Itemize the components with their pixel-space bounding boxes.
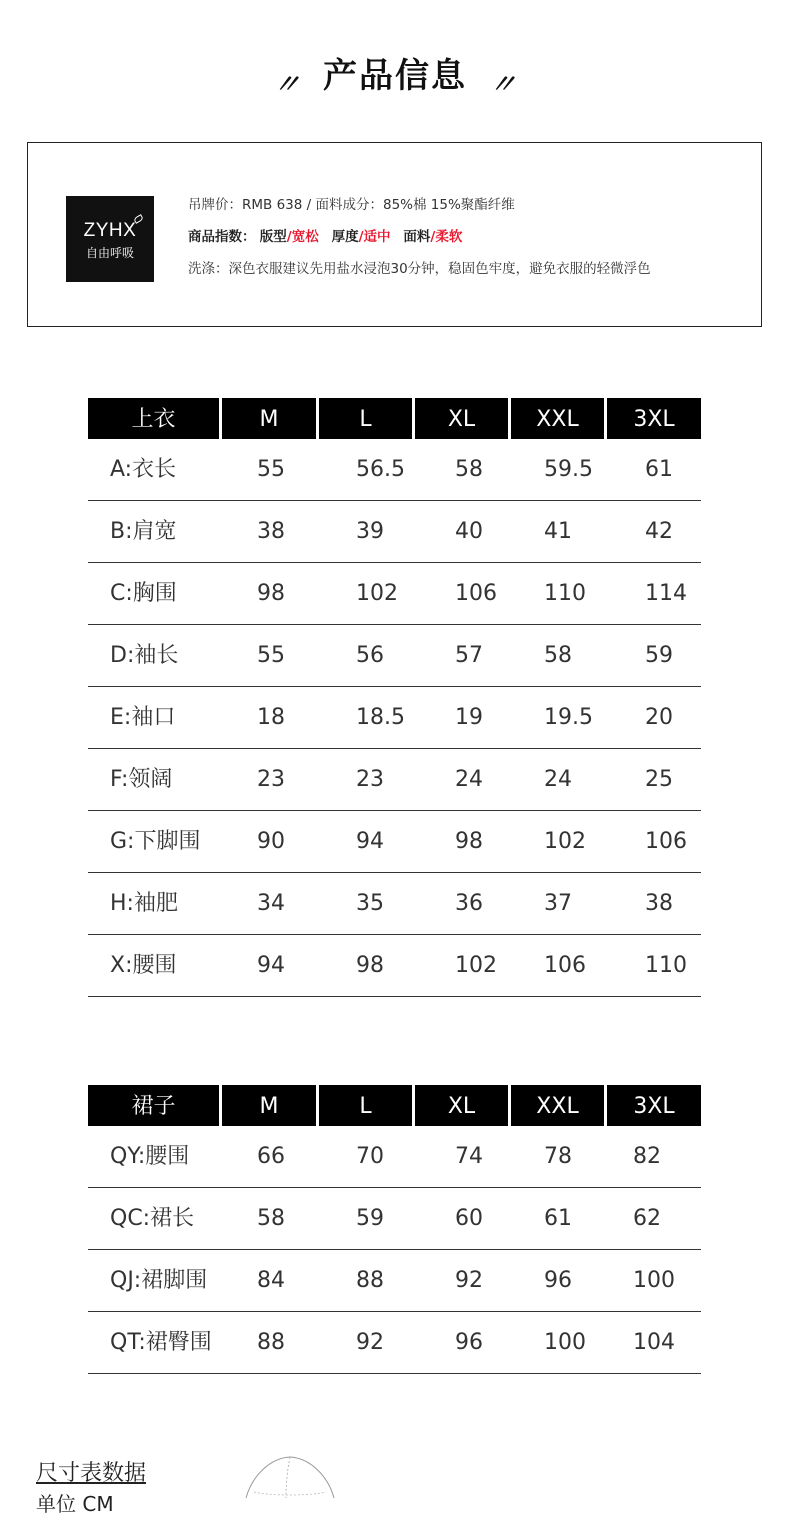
table-row — [88, 811, 701, 873]
washing-line: 洗涤：深色衣服建议先用盐水浸泡30分钟，稳固色牢度，避免衣服的轻微浮色 — [188, 261, 651, 277]
top-table-cell-xl: 40 — [455, 519, 483, 544]
table-row — [88, 625, 701, 687]
skirt-table-cell-3xl: 100 — [633, 1268, 675, 1293]
skirt-table-cell-m: 88 — [257, 1330, 285, 1355]
top-table-cell-xxl: 24 — [544, 767, 572, 792]
top-size-table — [88, 398, 701, 997]
top-table-cell-xl: 98 — [455, 829, 483, 854]
skirt-table-cell-3xl: 62 — [633, 1206, 661, 1231]
table-row — [88, 1250, 701, 1312]
skirt-table-header-xl: XL — [415, 1085, 508, 1126]
top-table-header-label: 上衣 — [88, 398, 219, 439]
size-chart-unit: 单位 CM — [36, 1492, 114, 1516]
skirt-table-header-row — [88, 1085, 701, 1126]
top-table-cell-label: F:领阔 — [110, 767, 173, 792]
price-material-line: 吊牌价：RMB 638 / 面料成分：85%棉 15%聚酯纤维 — [188, 197, 515, 213]
top-table-cell-m: 34 — [257, 891, 285, 916]
skirt-table-cell-xxl: 61 — [544, 1206, 572, 1231]
top-table-cell-xxl: 106 — [544, 953, 586, 978]
size-chart-title: 尺寸表数据 — [36, 1461, 147, 1486]
info-lines — [188, 197, 651, 293]
top-table-cell-label: H:袖肥 — [110, 891, 178, 916]
page-header — [0, 48, 790, 101]
top-table-cell-label: D:袖长 — [110, 643, 179, 668]
index-label: 商品指数： — [188, 229, 256, 245]
top-table-cell-l: 18.5 — [356, 705, 405, 730]
skirt-table-cell-xl: 74 — [455, 1144, 483, 1169]
table-row — [88, 563, 701, 625]
quote-mark-right: 〃 — [487, 70, 519, 100]
top-table-cell-m: 38 — [257, 519, 285, 544]
table-row — [88, 1312, 701, 1374]
skirt-table-header-xxl: XXL — [511, 1085, 604, 1126]
top-table-cell-label: C:胸围 — [110, 581, 177, 606]
top-table-cell-l: 94 — [356, 829, 384, 854]
top-table-cell-3xl: 61 — [645, 457, 673, 482]
index-fabric-value: 柔软 — [435, 229, 463, 245]
skirt-table-cell-xl: 92 — [455, 1268, 483, 1293]
top-table-header-xl: XL — [415, 398, 508, 439]
top-table-cell-xxl: 58 — [544, 643, 572, 668]
top-table-cell-l: 98 — [356, 953, 384, 978]
top-table-cell-xxl: 37 — [544, 891, 572, 916]
top-table-header-row — [88, 398, 701, 439]
brand-logo — [66, 196, 154, 282]
top-table-cell-3xl: 25 — [645, 767, 673, 792]
skirt-table-cell-m: 58 — [257, 1206, 285, 1231]
skirt-table-cell-label: QC:裙长 — [110, 1206, 195, 1231]
top-table-header-l: L — [319, 398, 412, 439]
top-table-cell-3xl: 110 — [645, 953, 687, 978]
top-table-cell-xl: 102 — [455, 953, 497, 978]
top-table-cell-label: G:下脚围 — [110, 829, 201, 854]
skirt-table-header-l: L — [319, 1085, 412, 1126]
top-table-cell-xxl: 59.5 — [544, 457, 593, 482]
skirt-table-cell-xl: 60 — [455, 1206, 483, 1231]
top-table-cell-l: 39 — [356, 519, 384, 544]
quote-mark-left: 〃 — [270, 70, 303, 100]
top-table-cell-label: A:衣长 — [110, 457, 177, 482]
skirt-table-cell-xxl: 96 — [544, 1268, 572, 1293]
table-row — [88, 501, 701, 563]
index-fit-value: 宽松 — [291, 229, 319, 245]
table-row — [88, 873, 701, 935]
table-row — [88, 1188, 701, 1250]
top-table-header-m: M — [222, 398, 316, 439]
table-row — [88, 439, 701, 501]
skirt-table-cell-m: 84 — [257, 1268, 285, 1293]
top-table-cell-3xl: 59 — [645, 643, 673, 668]
skirt-table-cell-label: QJ:裙脚围 — [110, 1268, 208, 1293]
index-fit-sep: / — [286, 229, 292, 245]
product-info-box — [27, 142, 762, 327]
skirt-table-cell-l: 70 — [356, 1144, 384, 1169]
top-table-cell-m: 55 — [257, 643, 285, 668]
top-table-cell-xl: 19 — [455, 705, 483, 730]
skirt-table-cell-l: 59 — [356, 1206, 384, 1231]
top-table-cell-l: 56 — [356, 643, 384, 668]
product-index-line — [188, 229, 651, 261]
top-table-cell-3xl: 20 — [645, 705, 673, 730]
table-row — [88, 687, 701, 749]
top-table-cell-m: 55 — [257, 457, 285, 482]
page-title: 产品信息 — [323, 56, 467, 96]
top-table-cell-m: 18 — [257, 705, 285, 730]
table-row — [88, 935, 701, 997]
brand-logo-subtext: 自由呼吸 — [85, 246, 134, 260]
top-table-cell-xxl: 102 — [544, 829, 586, 854]
top-table-cell-xxl: 41 — [544, 519, 572, 544]
top-table-cell-l: 35 — [356, 891, 384, 916]
top-table-cell-xl: 58 — [455, 457, 483, 482]
top-table-cell-3xl: 38 — [645, 891, 673, 916]
top-table-cell-l: 102 — [356, 581, 398, 606]
top-table-cell-xl: 24 — [455, 767, 483, 792]
top-table-cell-xl: 57 — [455, 643, 483, 668]
skirt-table-cell-l: 88 — [356, 1268, 384, 1293]
index-fabric-name: 面料 — [403, 229, 431, 245]
skirt-table-cell-xxl: 100 — [544, 1330, 586, 1355]
top-table-header-3xl: 3XL — [607, 398, 701, 439]
top-table-cell-xxl: 19.5 — [544, 705, 593, 730]
skirt-table-cell-xxl: 78 — [544, 1144, 572, 1169]
top-table-cell-label: X:腰围 — [110, 953, 177, 978]
table-row — [88, 1126, 701, 1188]
top-table-cell-l: 56.5 — [356, 457, 405, 482]
top-table-cell-3xl: 106 — [645, 829, 687, 854]
skirt-table-cell-l: 92 — [356, 1330, 384, 1355]
skirt-size-table — [88, 1085, 701, 1374]
index-fabric-sep: / — [430, 229, 436, 245]
index-thickness-sep: / — [358, 229, 364, 245]
skirt-table-cell-label: QY:腰围 — [110, 1144, 190, 1169]
skirt-table-header-m: M — [222, 1085, 316, 1126]
top-table-cell-3xl: 42 — [645, 519, 673, 544]
top-table-cell-label: E:袖口 — [110, 705, 176, 730]
skirt-table-cell-label: QT:裙臀围 — [110, 1330, 212, 1355]
garment-sketch-icon — [240, 1452, 340, 1500]
top-table-cell-xl: 106 — [455, 581, 497, 606]
top-table-cell-m: 90 — [257, 829, 285, 854]
skirt-table-cell-3xl: 82 — [633, 1144, 661, 1169]
top-table-cell-m: 98 — [257, 581, 285, 606]
index-thickness-name: 厚度 — [331, 229, 359, 245]
top-table-header-xxl: XXL — [511, 398, 604, 439]
top-table-cell-m: 94 — [257, 953, 285, 978]
index-fit-name: 版型 — [259, 229, 287, 245]
top-table-cell-3xl: 114 — [645, 581, 687, 606]
top-table-cell-m: 23 — [257, 767, 285, 792]
skirt-table-cell-xl: 96 — [455, 1330, 483, 1355]
brand-logo-text: ZYHX — [83, 220, 137, 241]
skirt-table-header-3xl: 3XL — [607, 1085, 701, 1126]
table-row — [88, 749, 701, 811]
top-table-cell-l: 23 — [356, 767, 384, 792]
top-table-cell-label: B:肩宽 — [110, 519, 177, 544]
skirt-table-cell-3xl: 104 — [633, 1330, 675, 1355]
skirt-table-cell-m: 66 — [257, 1144, 285, 1169]
top-table-cell-xxl: 110 — [544, 581, 586, 606]
index-thickness-value: 适中 — [363, 229, 391, 245]
top-table-cell-xl: 36 — [455, 891, 483, 916]
skirt-table-header-label: 裙子 — [88, 1085, 219, 1126]
